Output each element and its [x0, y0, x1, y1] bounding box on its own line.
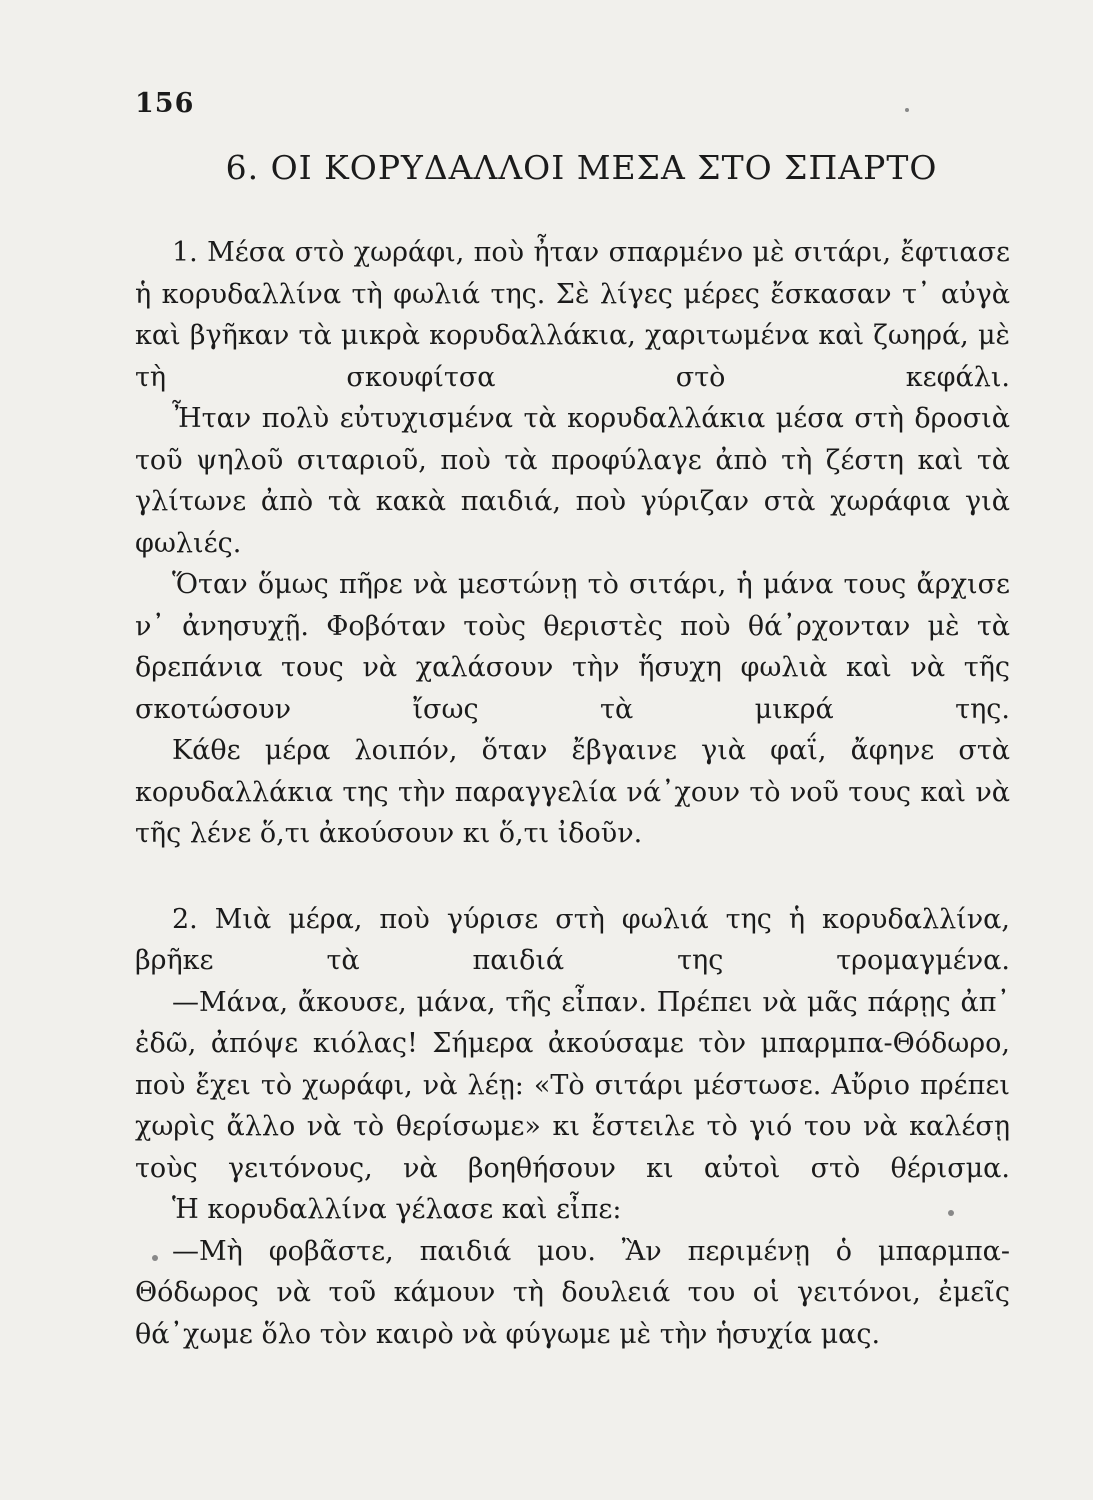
chapter-title: 6. ΟΙ ΚΟΡΥΔΑΛΛΟΙ ΜΕΣΑ ΣΤΟ ΣΠΑΡΤΟ: [225, 148, 938, 187]
paragraph-2-4: —Μὴ φοβᾶστε, παιδιά μου. Ἂν περιμένῃ ὁ μπαρμπα-Θόδωρος νὰ τοῦ κάμουν τὴ δουλειά του οἱ γειτόνοι, ἐμεῖς θά᾽χωμε ὅλο τὸν καιρὸ νὰ φύγωμε μὲ τὴν ἡσυχία μας.: [135, 1235, 1010, 1350]
page-number: 156: [135, 88, 195, 119]
section-gap: [135, 855, 1010, 899]
paragraph-2-2: —Μάνα, ἄκουσε, μάνα, τῆς εἶπαν. Πρέπει νὰ μᾶς πάρῃς ἀπ᾽ ἐδῶ, ἀπόψε κιόλας! Σήμερα ἀκούσαμε τὸν μπαρμπα-Θόδωρο, ποὺ ἔχει τὸ χωράφι, νὰ λέῃ: «Τὸ σιτάρι μέστωσε. Αὔριο πρέπει χωρὶς ἄλλο νὰ τὸ θερίσωμε» κι ἔστειλε τὸ γιό του νὰ καλέσῃ τοὺς γειτόνους, νὰ βοηθήσουν κι αὐτοὶ στὸ θέρισμα.: [135, 986, 1010, 1184]
ink-speck: [948, 1210, 954, 1216]
ink-speck: [152, 1255, 158, 1261]
paragraph-2-1: 2. Μιὰ μέρα, ποὺ γύρισε στὴ φωλιά της ἡ κορυδαλλίνα, βρῆκε τὰ παιδιά της τρομαγμένα.: [135, 903, 1010, 976]
paragraph-1-4: Κάθε μέρα λοιπόν, ὅταν ἔβγαινε γιὰ φαΐ, ἄφηνε στὰ κορυδαλλάκια της τὴν παραγγελία νά᾽χουν τὸ νοῦ τους καὶ νὰ τῆς λένε ὅ,τι ἀκούσουν κι ὅ,τι ἰδοῦν.: [135, 735, 1010, 849]
paragraph-2-3: Ἡ κορυδαλλίνα γέλασε καὶ εἶπε:: [172, 1194, 622, 1225]
paragraph-1-3: Ὅταν ὅμως πῆρε νὰ μεστώνῃ τὸ σιτάρι, ἡ μάνα τους ἄρχισε ν᾽ ἀνησυχῇ. Φοβόταν τοὺς θεριστὲς ποὺ θά᾽ρχονταν μὲ τὰ δρεπάνια τους νὰ χαλάσουν τὴν ἥσυχη φωλιὰ καὶ νὰ τῆς σκοτώσουν ἴσως τὰ μικρά της.: [135, 569, 1010, 725]
paragraph-1-2: Ἦταν πολὺ εὐτυχισμένα τὰ κορυδαλλάκια μέσα στὴ δροσιὰ τοῦ ψηλοῦ σιταριοῦ, ποὺ τὰ προφύλαγε ἀπὸ τὴ ζέστη καὶ τὰ γλίτωνε ἀπὸ τὰ κακὰ παιδιά, ποὺ γύριζαν στὰ χωράφια γιὰ φωλιές.: [135, 403, 1010, 559]
paragraph-1-1: 1. Μέσα στὸ χωράφι, ποὺ ἦταν σπαρμένο μὲ σιτάρι, ἔφτιασε ἡ κορυδαλλίνα τὴ φωλιά της. Σὲ λίγες μέρες ἔσκασαν τ᾽ αὐγὰ καὶ βγῆκαν τὰ μικρὰ κορυδαλλάκια, χαριτωμένα καὶ ζωηρά, μὲ τὴ σκουφίτσα στὸ κεφάλι.: [135, 237, 1010, 393]
ink-speck: [905, 108, 909, 112]
body-text: [135, 232, 1010, 1355]
